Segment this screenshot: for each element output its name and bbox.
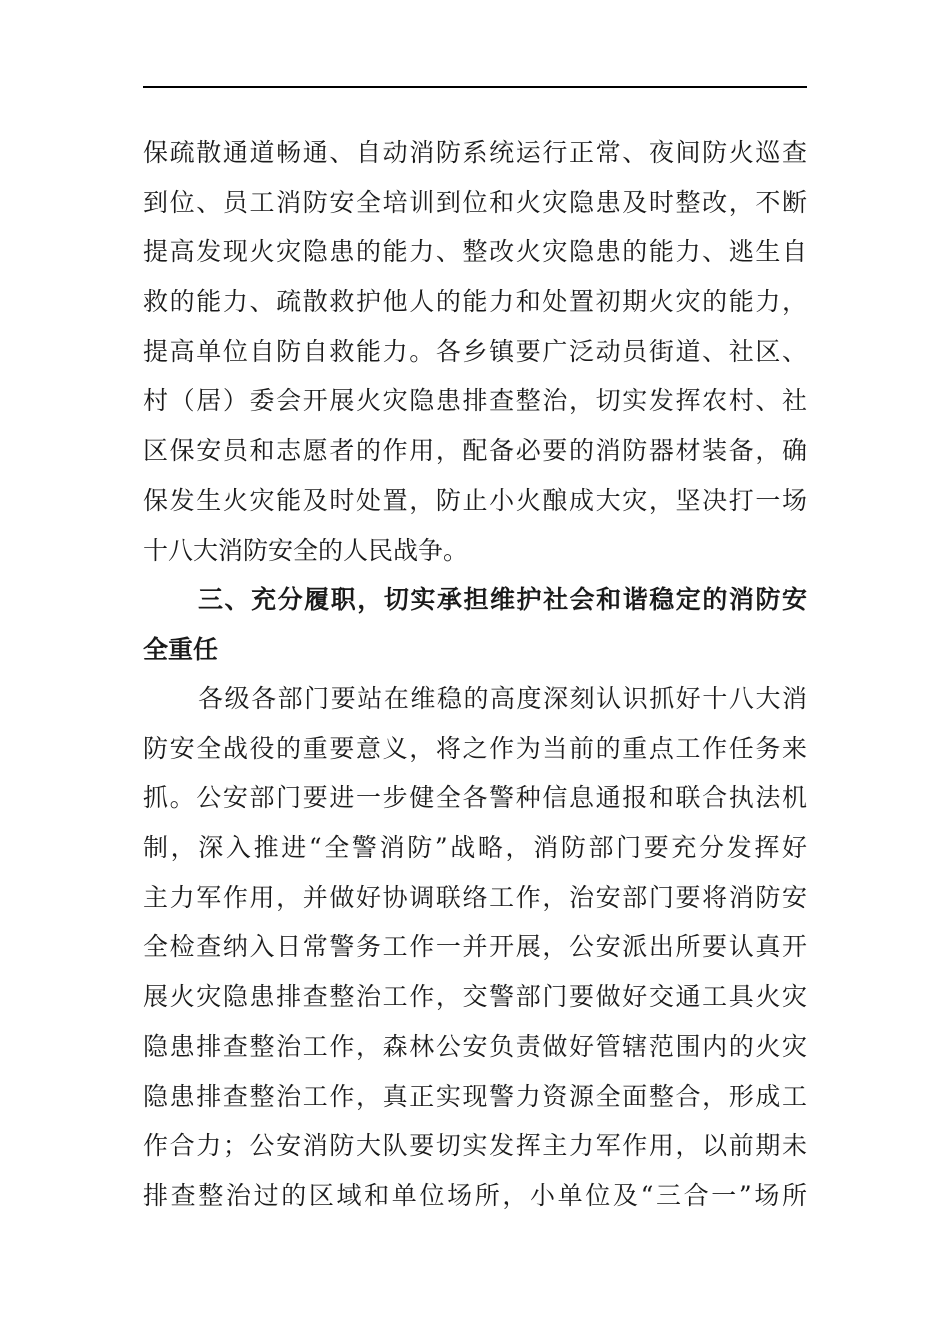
heading-line: 全重任 [143, 634, 219, 664]
text-line: 制，深入推进“全警消防”战略，消防部门要充分发挥好 [143, 833, 807, 863]
text-line: 排查整治过的区域和单位场所，小单位及“三合一”场所 [143, 1180, 807, 1210]
text-line: 防安全战役的重要意义，将之作为当前的重点工作任务来 [143, 733, 807, 763]
paragraph-continued [143, 128, 807, 575]
text-line: 主力军作用，并做好协调联络工作，治安部门要将消防安 [143, 882, 807, 912]
text-line: 全检查纳入日常警务工作一并开展，公安派出所要认真开 [143, 932, 807, 962]
text-line: 隐患排查整治工作，森林公安负责做好管辖范围内的火灾 [143, 1031, 807, 1061]
text-line: 展火灾隐患排查整治工作，交警部门要做好交通工具火灾 [143, 982, 807, 1012]
text-line: 救的能力、疏散救护他人的能力和处置初期火灾的能力， [143, 287, 807, 317]
text-line: 保疏散通道畅通、自动消防系统运行正常、夜间防火巡查 [143, 138, 807, 167]
text-line: 村（居）委会开展火灾隐患排查整治，切实发挥农村、社 [143, 386, 807, 416]
text-line: 区保安员和志愿者的作用，配备必要的消防器材装备，确 [143, 436, 807, 466]
text-line: 保发生火灾能及时处置，防止小火酿成大灾，坚决打一场 [143, 485, 807, 515]
paragraph [143, 674, 807, 1221]
text-line: 隐患排查整治工作，真正实现警力资源全面整合，形成工 [143, 1081, 807, 1111]
header-rule [143, 86, 807, 88]
text-line: 提高发现火灾隐患的能力、整改火灾隐患的能力、逃生自 [143, 237, 807, 267]
text-line: 提高单位自防自救能力。各乡镇要广泛动员街道、社区、 [143, 336, 807, 366]
text-line: 作合力；公安消防大队要切实发挥主力军作用，以前期未 [143, 1131, 807, 1161]
text-line: 抓。公安部门要进一步健全各警种信息通报和联合执法机 [143, 783, 807, 813]
section-heading [143, 575, 807, 674]
heading-line: 三、充分履职，切实承担维护社会和谐稳定的消防安 [198, 585, 807, 614]
text-line: 到位、员工消防安全培训到位和火灾隐患及时整改，不断 [143, 187, 807, 217]
text-line: 十八大消防安全的人民战争。 [143, 535, 469, 565]
text-line: 各级各部门要站在维稳的高度深刻认识抓好十八大消 [198, 684, 807, 713]
